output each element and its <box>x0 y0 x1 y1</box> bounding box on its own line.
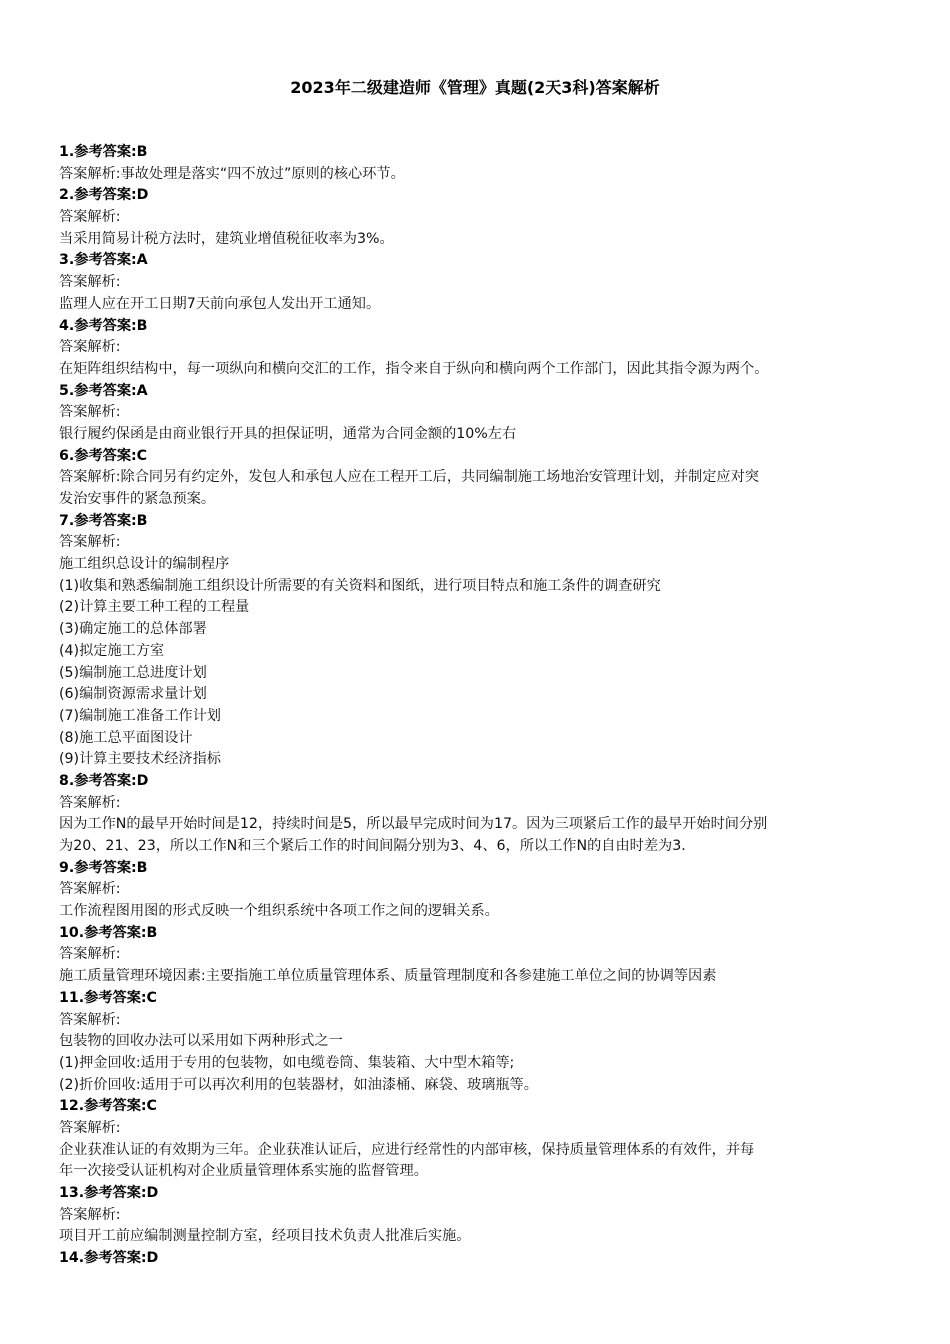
explanation-line: 为20、21、23，所以工作N和三个紧后工作的时间间隔分别为3、4、6，所以工作N的自由时差为3. <box>59 838 686 854</box>
explanation-line: 施工组织总设计的编制程序 <box>59 556 230 573</box>
explanation-line: (7)编制施工准备工作计划 <box>59 707 221 724</box>
explanation-line: (1)收集和熟悉编制施工组织设计所需要的有关资料和图纸，进行项目特点和施工条件的调查研究 <box>59 577 661 594</box>
answer-heading: 10.参考答案:B <box>59 924 158 941</box>
explanation-line: 监理人应在开工日期7天前向承包人发出开工通知。 <box>59 295 381 312</box>
explanation-line: 答案解析: <box>59 1119 121 1136</box>
answer-heading: 3.参考答案:A <box>59 252 148 269</box>
explanation-line: 答案解析: <box>59 209 121 226</box>
answer-heading: 1.参考答案:B <box>59 144 148 160</box>
explanation-line: (6)编制资源需求量计划 <box>59 686 207 703</box>
answer-heading: 8.参考答案:D <box>59 772 149 789</box>
explanation-line: (8)施工总平面图设计 <box>59 729 193 746</box>
answer-heading: 13.参考答案:D <box>59 1185 159 1201</box>
explanation-line: 银行履约保函是由商业银行开具的担保证明，通常为合同金额的10%左右 <box>59 425 517 442</box>
answer-heading: 2.参考答案:D <box>59 187 149 204</box>
answer-heading: 11.参考答案:C <box>59 989 157 1006</box>
explanation-line: 答案解析: <box>59 881 121 898</box>
answer-heading: 9.参考答案:B <box>59 859 148 876</box>
explanation-line: (9)计算主要技术经济指标 <box>59 751 221 768</box>
explanation-line: 发治安事件的紧急预案。 <box>59 491 216 507</box>
answer-heading: 4.参考答案:B <box>59 317 148 334</box>
answer-heading: 7.参考答案:B <box>59 512 148 529</box>
explanation-line: 在矩阵组织结构中，每一项纵向和横向交汇的工作，指令来自于纵向和横向两个工作部门，因此其指令源为两个。 <box>59 360 769 377</box>
document-title: 2023年二级建造师《管理》真题(2天3科)答案解析 <box>290 78 660 97</box>
answer-heading: 5.参考答案:A <box>59 382 148 399</box>
explanation-line: 施工质量管理环境因素:主要指施工单位质量管理体系、质量管理制度和各参建施工单位之间的协调等因素 <box>59 968 717 985</box>
explanation-line: 答案解析: <box>59 534 121 551</box>
explanation-line: (2)计算主要工种工程的工程量 <box>59 599 250 616</box>
explanation-line: 答案解析: <box>59 1206 121 1223</box>
answer-heading: 12.参考答案:C <box>59 1098 157 1115</box>
explanation-line: 企业获准认证的有效期为三年。企业获准认证后，应进行经常性的内部审核，保持质量管理体系的有效件，并每 <box>59 1141 755 1158</box>
explanation-line: 工作流程图用图的形式反映一个组织系统中各项工作之间的逻辑关系。 <box>59 903 499 920</box>
explanation-line: 答案解析: <box>59 1011 121 1028</box>
explanation-line: (2)折价回收:适用于可以再次利用的包装器材，如油漆桶、麻袋、玻璃瓶等。 <box>59 1076 538 1093</box>
answer-content <box>59 142 899 1270</box>
explanation-line: 因为工作N的最早开始时间是12，持续时间是5，所以最早完成时间为17。因为三项紧后工作的最早开始时间分别 <box>59 816 768 833</box>
explanation-line: 答案解析: <box>59 404 121 421</box>
explanation-line: (1)押金回收:适用于专用的包装物，如电缆卷筒、集装箱、大中型木箱等; <box>59 1054 515 1071</box>
explanation-line: 答案解析: <box>59 274 121 291</box>
explanation-line: (4)拟定施工方室 <box>59 642 165 659</box>
explanation-line: (3)确定施工的总体部署 <box>59 621 207 638</box>
explanation-line: 当采用简易计税方法时，建筑业增值税征收率为3%。 <box>59 230 394 247</box>
explanation-line: 答案解析: <box>59 946 121 963</box>
explanation-line: 答案解析:事故处理是落实“四不放过”原则的核心环节。 <box>59 165 405 182</box>
explanation-line: 答案解析: <box>59 794 121 811</box>
explanation-line: 答案解析: <box>59 339 121 356</box>
answer-heading: 14.参考答案:D <box>59 1250 159 1267</box>
answer-heading: 6.参考答案:C <box>59 447 148 464</box>
explanation-line: 项目开工前应编制测量控制方室，经项目技术负责人批准后实施。 <box>59 1228 471 1245</box>
explanation-line: 年一次接受认证机构对企业质量管理体系实施的监督管理。 <box>59 1163 428 1180</box>
explanation-line: 包装物的回收办法可以采用如下两种形式之一 <box>59 1033 343 1050</box>
explanation-line: (5)编制施工总进度计划 <box>59 664 207 681</box>
explanation-line: 答案解析:除合同另有约定外，发包人和承包人应在工程开工后，共同编制施工场地治安管理计划，并制定应对突 <box>59 469 759 486</box>
